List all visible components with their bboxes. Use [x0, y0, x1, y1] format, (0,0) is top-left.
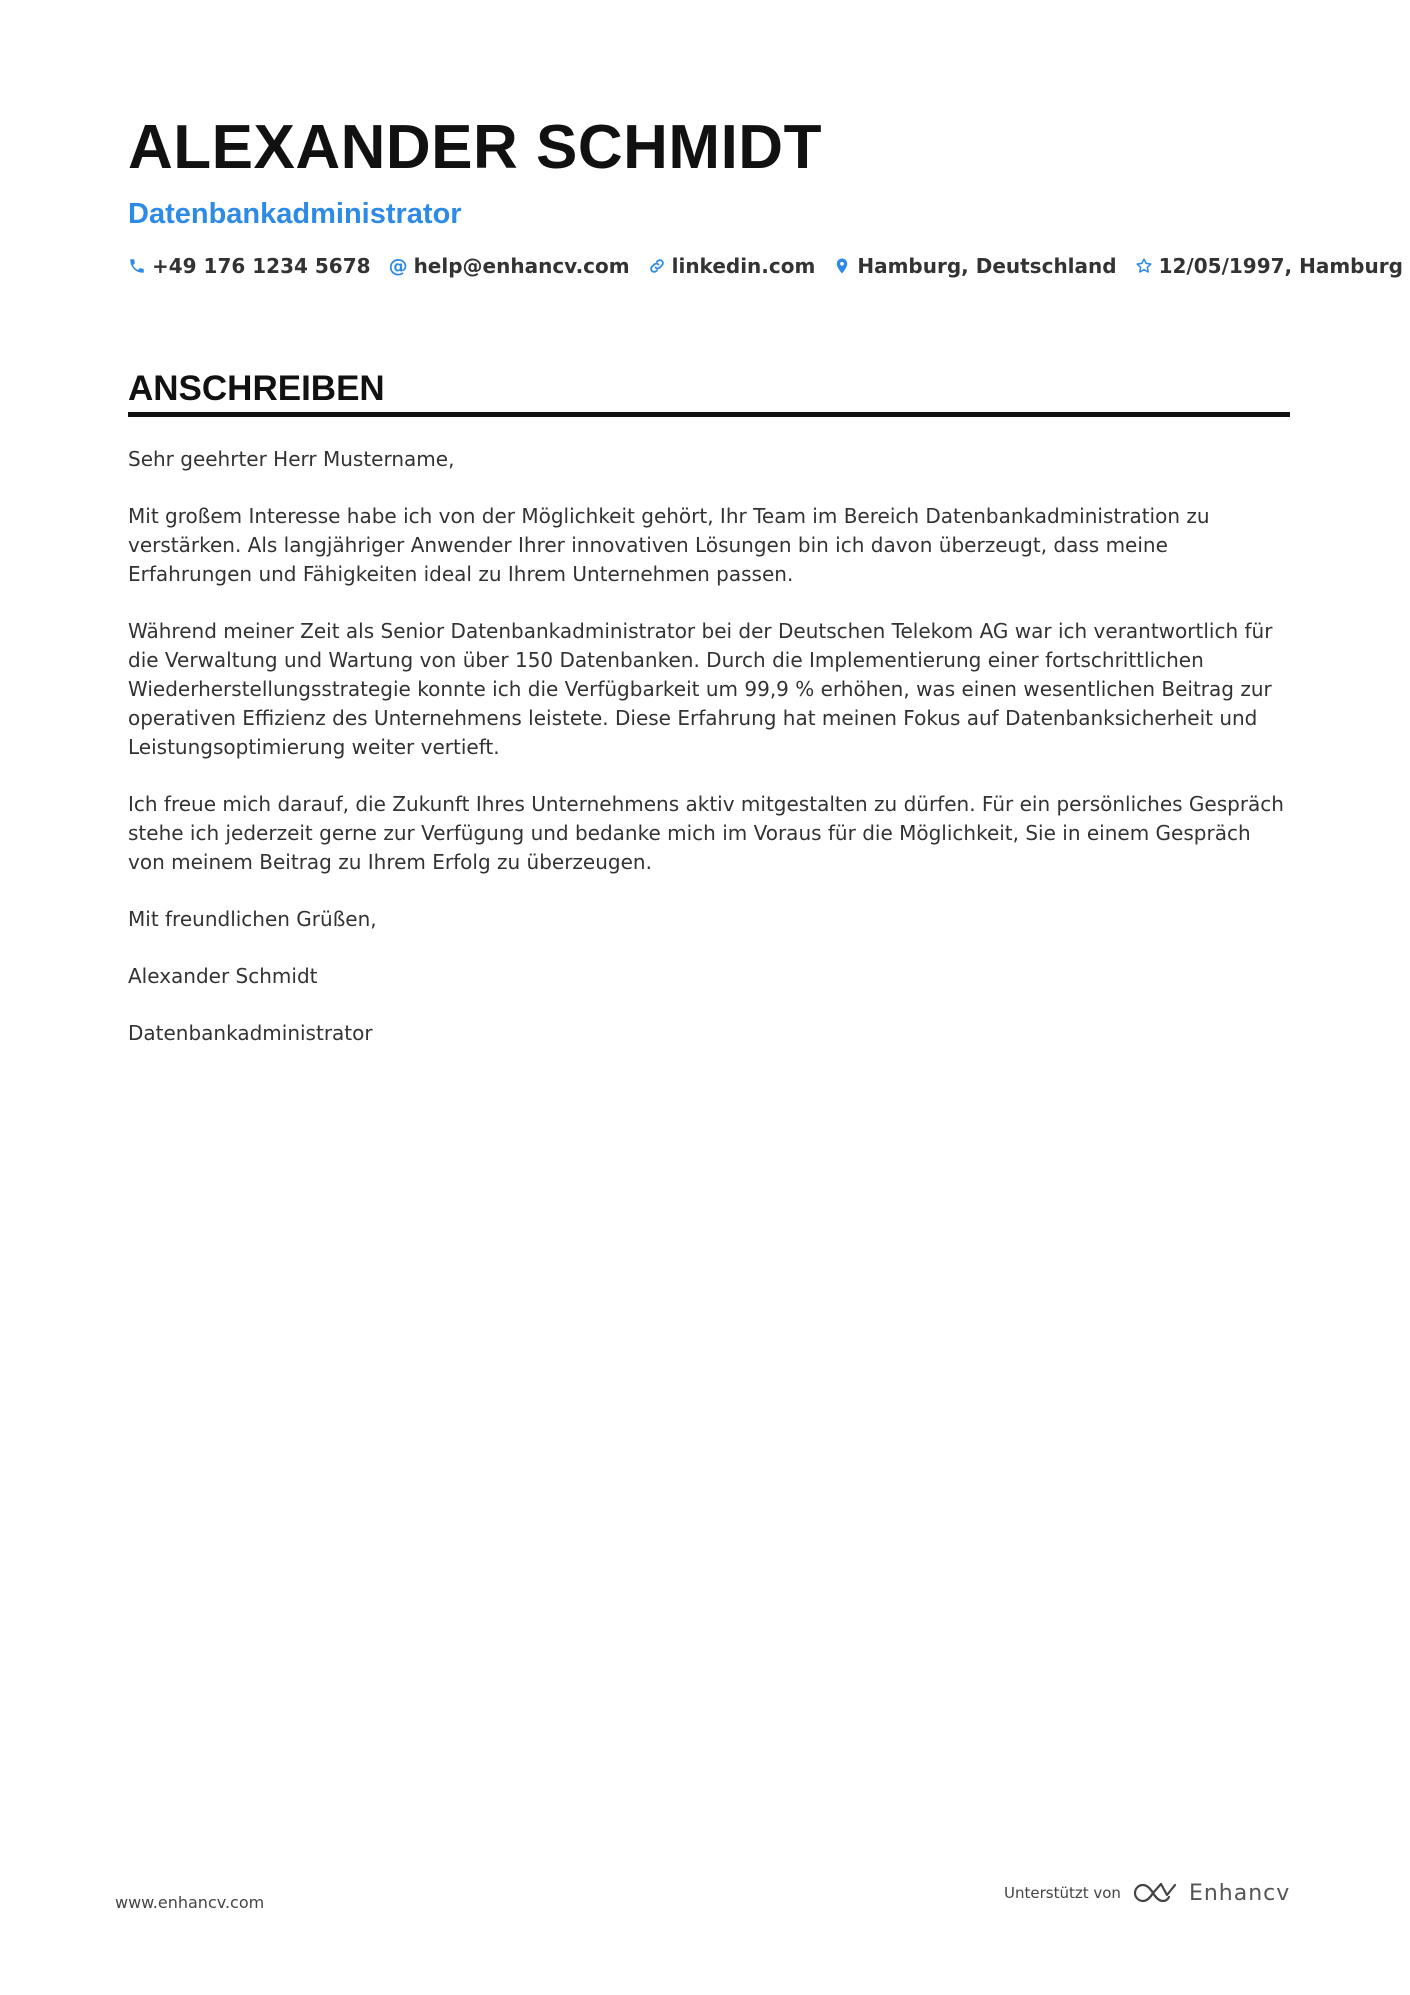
- contact-bar: [128, 254, 1403, 278]
- link-icon: [648, 257, 666, 275]
- enhancv-logo-icon: [1133, 1880, 1179, 1906]
- star-icon: [1135, 257, 1153, 275]
- salutation: Sehr geehrter Herr Mustername,: [128, 447, 455, 471]
- cover-letter-section: [128, 368, 1290, 1076]
- footer-website[interactable]: www.enhancv.com: [115, 1893, 265, 1912]
- applicant-name: ALEXANDER SCHMIDT: [128, 113, 822, 182]
- closing: Mit freundlichen Grüßen,: [128, 907, 377, 931]
- at-icon: @: [388, 255, 408, 277]
- map-pin-icon: [833, 257, 851, 275]
- brand-name: Enhancv: [1188, 1880, 1291, 1906]
- section-title: ANSCHREIBEN: [128, 368, 1290, 417]
- signature-title: Datenbankadministrator: [128, 1021, 373, 1045]
- contact-email[interactable]: [389, 254, 630, 278]
- phone-icon: [128, 257, 146, 275]
- letter-paragraph: Während meiner Zeit als Senior Datenbankadministrator bei der Deutschen Telekom AG war ich verantwortlich für die Verwaltung und Wartung von über 150 Datenbanken. Durch die Implementierung einer fortschrittlichen Wiederherstellungsstrategie konnte ich die Verfügbarkeit um 99,9 % erhöhen, was einen wesentlichen Beitrag zur operativen Effizienz des Unternehmens leistete. Diese Erfahrung hat meinen Fokus auf Datenbanksicherheit und Leistungsoptimierung weiter vertieft.: [128, 619, 1273, 759]
- contact-location: [833, 254, 1116, 278]
- contact-email-text: help@enhancv.com: [413, 254, 630, 278]
- contact-phone-text: +49 176 1234 5678: [152, 254, 371, 278]
- letter-body: [128, 445, 1290, 1048]
- contact-linkedin-text: linkedin.com: [671, 254, 816, 278]
- letter-paragraph: Ich freue mich darauf, die Zukunft Ihres Unternehmens aktiv mitgestalten zu dürfen. Für ein persönliches Gespräch stehe ich jederzeit gerne zur Verfügung und bedanke mich im Voraus für die Möglichkeit, Sie in einem Gespräch von meinem Beitrag zu Ihrem Erfolg zu überzeugen.: [128, 792, 1284, 874]
- contact-birth-text: 12/05/1997, Hamburg: [1158, 254, 1403, 278]
- signature-name: Alexander Schmidt: [128, 964, 318, 988]
- contact-linkedin[interactable]: [648, 254, 816, 278]
- letter-paragraph: Mit großem Interesse habe ich von der Möglichkeit gehört, Ihr Team im Bereich Datenbankadministration zu verstärken. Als langjähriger Anwender Ihrer innovativen Lösungen bin ich davon überzeugt, dass meine Erfahrungen und Fähigkeiten ideal zu Ihrem Unternehmen passen.: [128, 504, 1210, 586]
- contact-birth: [1135, 254, 1403, 278]
- footer-branding[interactable]: [1004, 1880, 1290, 1906]
- contact-location-text: Hamburg, Deutschland: [857, 254, 1117, 278]
- powered-by-label: Unterstützt von: [1004, 1884, 1121, 1902]
- header: [128, 108, 1403, 278]
- contact-phone[interactable]: [128, 254, 371, 278]
- job-title: Datenbankadministrator: [128, 198, 462, 230]
